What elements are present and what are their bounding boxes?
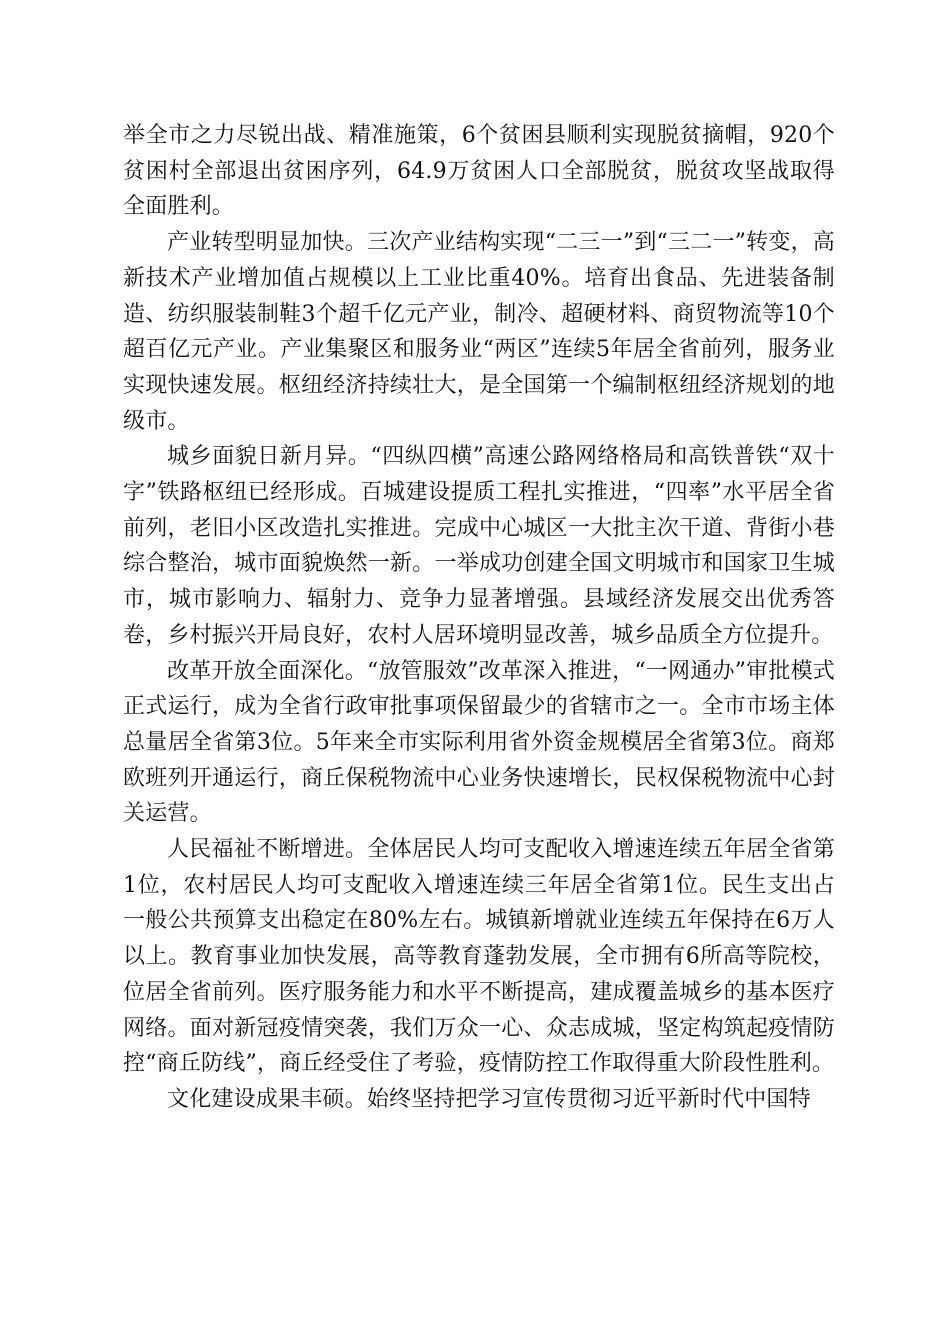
paragraph-poverty-alleviation: 举全市之力尽锐出战、精准施策，6个贫困县顺利实现脱贫摘帽，920个贫困村全部退出贫困序列，64.9万贫困人口全部脱贫，脱贫攻坚战取得全面胜利。 <box>123 123 835 220</box>
paragraph-urban-rural-appearance: 城乡面貌日新月异。“四纵四横”高速公路网络格局和高铁普铁“双十字”铁路枢纽已经形成。百城建设提质工程扎实推进，“四率”水平居全省前列，老旧小区改造扎实推进。完成中心城区一大批主次干道、背街小巷综合整治，城市面貌焕然一新。一举成功创建全国文明城市和国家卫生城市，城市影响力、辐射力、竞争力显著增强。县域经济发展交出优秀答卷，乡村振兴开局良好，农村人居环境明显改善，城乡品质全方位提升。 <box>123 444 835 648</box>
paragraph-reform-opening: 改革开放全面深化。“放管服效”改革深入推进，“一网通办”审批模式正式运行，成为全省行政审批事项保留最少的省辖市之一。全市市场主体总量居全省第3位。5年来全市实际利用省外资金规模居全省第3位。商郑欧班列开通运行，商丘保税物流中心业务快速增长，民权保税物流中心封关运营。 <box>123 658 835 827</box>
paragraph-culture-construction: 文化建设成果丰硕。始终坚持把学习宣传贯彻习近平新时代中国特 <box>167 1086 811 1112</box>
paragraph-industry-transformation: 产业转型明显加快。三次产业结构实现“二三一”到“三二一”转变，高新技术产业增加值占规模以上工业比重40%。培育出食品、先进装备制造、纺织服装制鞋3个超千亿元产业，制冷、超硬材料、商贸物流等10个超百亿元产业。产业集聚区和服务业“两区”连续5年居全省前列，服务业实现快速发展。枢纽经济持续壮大，是全国第一个编制枢纽经济规划的地级市。 <box>123 230 835 434</box>
document-page <box>123 118 835 1118</box>
paragraph-people-wellbeing: 人民福祉不断增进。全体居民人均可支配收入增速连续五年居全省第1位，农村居民人均可支配收入增速连续三年居全省第1位。民生支出占一般公共预算支出稳定在80%左右。城镇新增就业连续五年保持在6万人以上。教育事业加快发展，高等教育蓬勃发展，全市拥有6所高等院校，位居全省前列。医疗服务能力和水平不断提高，建成覆盖城乡的基本医疗网络。面对新冠疫情突袭，我们万众一心、众志成城，坚定构筑起疫情防控“商丘防线”，商丘经受住了考验，疫情防控工作取得重大阶段性胜利。 <box>123 837 835 1077</box>
